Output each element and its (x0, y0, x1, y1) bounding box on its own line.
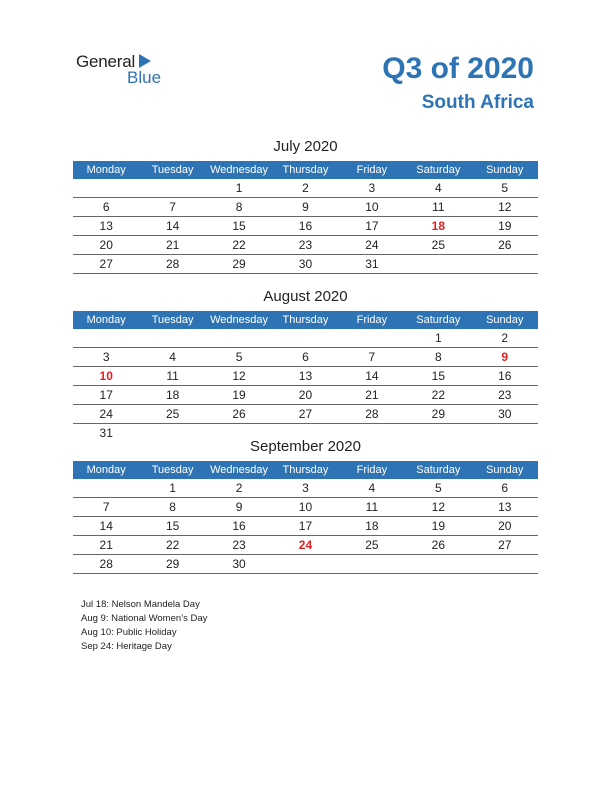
weekday-wednesday: Wednesday (210, 464, 268, 476)
day-cell: 5 (434, 481, 442, 495)
month-weeks (73, 329, 538, 442)
day-cell: 22 (431, 388, 445, 402)
day-cell: 28 (365, 407, 379, 421)
month-title: July 2020 (273, 138, 338, 155)
day-cell: 3 (302, 481, 309, 495)
week-row (73, 198, 538, 217)
weekday-thursday: Thursday (282, 464, 329, 476)
week-row (73, 179, 538, 198)
weekday-monday: Monday (86, 314, 126, 326)
day-cell: 16 (298, 219, 313, 233)
country-subtitle: South Africa (421, 92, 534, 113)
day-cell: 2 (501, 331, 509, 345)
weekday-tuesday: Tuesday (151, 464, 194, 476)
day-cell: 12 (498, 200, 512, 214)
month-september (73, 437, 538, 574)
day-cell: 23 (298, 238, 313, 252)
day-cell: 26 (498, 238, 512, 252)
weekday-header (73, 461, 538, 479)
day-cell: 2 (235, 481, 243, 495)
day-cell: 27 (298, 407, 313, 421)
day-cell: 24 (99, 407, 113, 421)
day-cell: 28 (99, 557, 113, 571)
month-title: September 2020 (250, 438, 361, 455)
logo-flag-icon (139, 54, 151, 68)
day-cell: 20 (99, 238, 113, 252)
page-title: Q3 of 2020 (382, 52, 534, 85)
holiday-day-cell: 9 (501, 350, 509, 364)
week-row (73, 367, 538, 386)
day-cell: 15 (165, 519, 180, 533)
day-cell: 14 (165, 219, 180, 233)
day-cell: 3 (102, 350, 110, 364)
day-cell: 21 (165, 238, 180, 252)
day-cell: 18 (365, 519, 379, 533)
weekday-wednesday: Wednesday (210, 314, 268, 326)
day-cell: 10 (365, 200, 379, 214)
day-cell: 8 (434, 350, 442, 364)
holiday-note: Sep 24: Heritage Day (81, 641, 172, 652)
day-cell: 14 (99, 519, 113, 533)
weekday-friday: Friday (356, 164, 388, 176)
day-cell: 30 (498, 407, 512, 421)
logo-blue-text: Blue (127, 68, 162, 87)
day-cell: 13 (498, 500, 512, 514)
day-cell: 9 (235, 500, 243, 514)
day-cell: 15 (232, 219, 246, 233)
empty-day-cell (73, 479, 139, 497)
week-row (73, 217, 538, 236)
day-cell: 26 (431, 538, 445, 552)
day-cell: 13 (298, 369, 313, 383)
day-cell: 1 (434, 331, 442, 345)
day-cell: 26 (232, 407, 246, 421)
day-cell: 25 (431, 238, 445, 252)
day-cell: 28 (165, 257, 180, 271)
week-row (73, 479, 538, 498)
week-row (73, 555, 538, 574)
empty-day-cell (206, 329, 272, 347)
weekday-saturday: Saturday (416, 164, 461, 176)
week-row (73, 405, 538, 424)
day-cell: 8 (169, 500, 176, 514)
day-cell: 15 (431, 369, 445, 383)
day-cell: 29 (431, 407, 445, 421)
day-cell: 4 (434, 181, 442, 195)
day-cell: 6 (501, 481, 509, 495)
week-row (73, 348, 538, 367)
day-cell: 22 (232, 238, 246, 252)
day-cell: 12 (232, 369, 246, 383)
day-cell: 23 (232, 538, 246, 552)
day-cell: 11 (432, 200, 445, 214)
month-title: August 2020 (263, 288, 348, 305)
weekday-sunday: Sunday (486, 464, 524, 476)
day-cell: 10 (298, 500, 313, 514)
day-cell: 18 (165, 388, 180, 402)
day-cell: 31 (365, 257, 379, 271)
empty-day-cell (73, 329, 139, 347)
day-cell: 29 (165, 557, 180, 571)
day-cell: 7 (102, 500, 110, 514)
holiday-day-cell: 18 (431, 219, 445, 233)
day-cell: 4 (169, 350, 176, 364)
month-weeks (73, 179, 538, 274)
day-cell: 17 (298, 519, 313, 533)
day-cell: 19 (232, 388, 246, 402)
day-cell: 14 (365, 369, 379, 383)
day-cell: 3 (368, 181, 376, 195)
holiday-note: Jul 18: Nelson Mandela Day (81, 599, 200, 610)
day-cell: 30 (298, 257, 313, 271)
day-cell: 17 (365, 219, 379, 233)
day-cell: 1 (235, 181, 243, 195)
empty-day-cell (405, 255, 471, 273)
week-row (73, 536, 538, 555)
empty-day-cell (405, 555, 471, 573)
day-cell: 30 (232, 557, 246, 571)
day-cell: 8 (235, 200, 243, 214)
day-cell: 21 (365, 388, 379, 402)
day-cell: 31 (99, 426, 113, 440)
day-cell: 24 (365, 238, 379, 252)
day-cell: 20 (298, 388, 313, 402)
logo-general-text: General (76, 52, 136, 71)
week-row (73, 255, 538, 274)
holiday-note: Aug 9: National Women’s Day (81, 613, 208, 624)
weekday-tuesday: Tuesday (151, 164, 194, 176)
day-cell: 7 (169, 200, 176, 214)
weekday-saturday: Saturday (416, 464, 461, 476)
day-cell: 27 (99, 257, 113, 271)
weekday-header (73, 311, 538, 329)
day-cell: 11 (166, 369, 179, 383)
weekday-monday: Monday (86, 464, 126, 476)
month-weeks (73, 479, 538, 574)
month-july (73, 137, 538, 274)
day-cell: 22 (165, 538, 180, 552)
empty-day-cell (272, 329, 338, 347)
day-cell: 5 (235, 350, 243, 364)
day-cell: 23 (498, 388, 512, 402)
week-row (73, 386, 538, 405)
weekday-wednesday: Wednesday (210, 164, 268, 176)
holiday-notes (81, 598, 207, 654)
weekday-monday: Monday (86, 164, 126, 176)
day-cell: 12 (431, 500, 445, 514)
day-cell: 16 (498, 369, 512, 383)
day-cell: 21 (99, 538, 113, 552)
empty-day-cell (139, 329, 205, 347)
day-cell: 20 (498, 519, 512, 533)
day-cell: 29 (232, 257, 246, 271)
holiday-note: Aug 10: Public Holiday (81, 627, 177, 638)
day-cell: 13 (99, 219, 113, 233)
day-cell: 4 (368, 481, 376, 495)
day-cell: 5 (501, 181, 509, 195)
day-cell: 2 (302, 181, 309, 195)
holiday-day-cell: 24 (298, 538, 313, 552)
weekday-thursday: Thursday (282, 314, 329, 326)
week-row (73, 329, 538, 348)
day-cell: 6 (102, 200, 110, 214)
empty-day-cell (139, 179, 205, 197)
empty-day-cell (472, 255, 538, 273)
weekday-friday: Friday (356, 464, 388, 476)
empty-day-cell (339, 555, 405, 573)
day-cell: 27 (498, 538, 512, 552)
month-august (73, 287, 538, 442)
empty-day-cell (472, 555, 538, 573)
weekday-sunday: Sunday (486, 314, 524, 326)
week-row (73, 517, 538, 536)
empty-day-cell (272, 555, 338, 573)
empty-day-cell (73, 179, 139, 197)
day-cell: 1 (169, 481, 176, 495)
day-cell: 16 (232, 519, 246, 533)
day-cell: 19 (498, 219, 512, 233)
day-cell: 17 (99, 388, 113, 402)
day-cell: 25 (165, 407, 180, 421)
weekday-tuesday: Tuesday (151, 314, 194, 326)
day-cell: 25 (365, 538, 379, 552)
week-row (73, 498, 538, 517)
day-cell: 9 (302, 200, 309, 214)
day-cell: 11 (365, 500, 379, 514)
day-cell: 19 (431, 519, 445, 533)
empty-day-cell (339, 329, 405, 347)
weekday-header (73, 161, 538, 179)
weekday-thursday: Thursday (282, 164, 329, 176)
weekday-saturday: Saturday (416, 314, 461, 326)
holiday-day-cell: 10 (99, 369, 113, 383)
general-blue-logo (76, 52, 176, 92)
day-cell: 7 (368, 350, 376, 364)
week-row (73, 236, 538, 255)
weekday-friday: Friday (356, 314, 388, 326)
day-cell: 6 (302, 350, 309, 364)
weekday-sunday: Sunday (486, 164, 524, 176)
